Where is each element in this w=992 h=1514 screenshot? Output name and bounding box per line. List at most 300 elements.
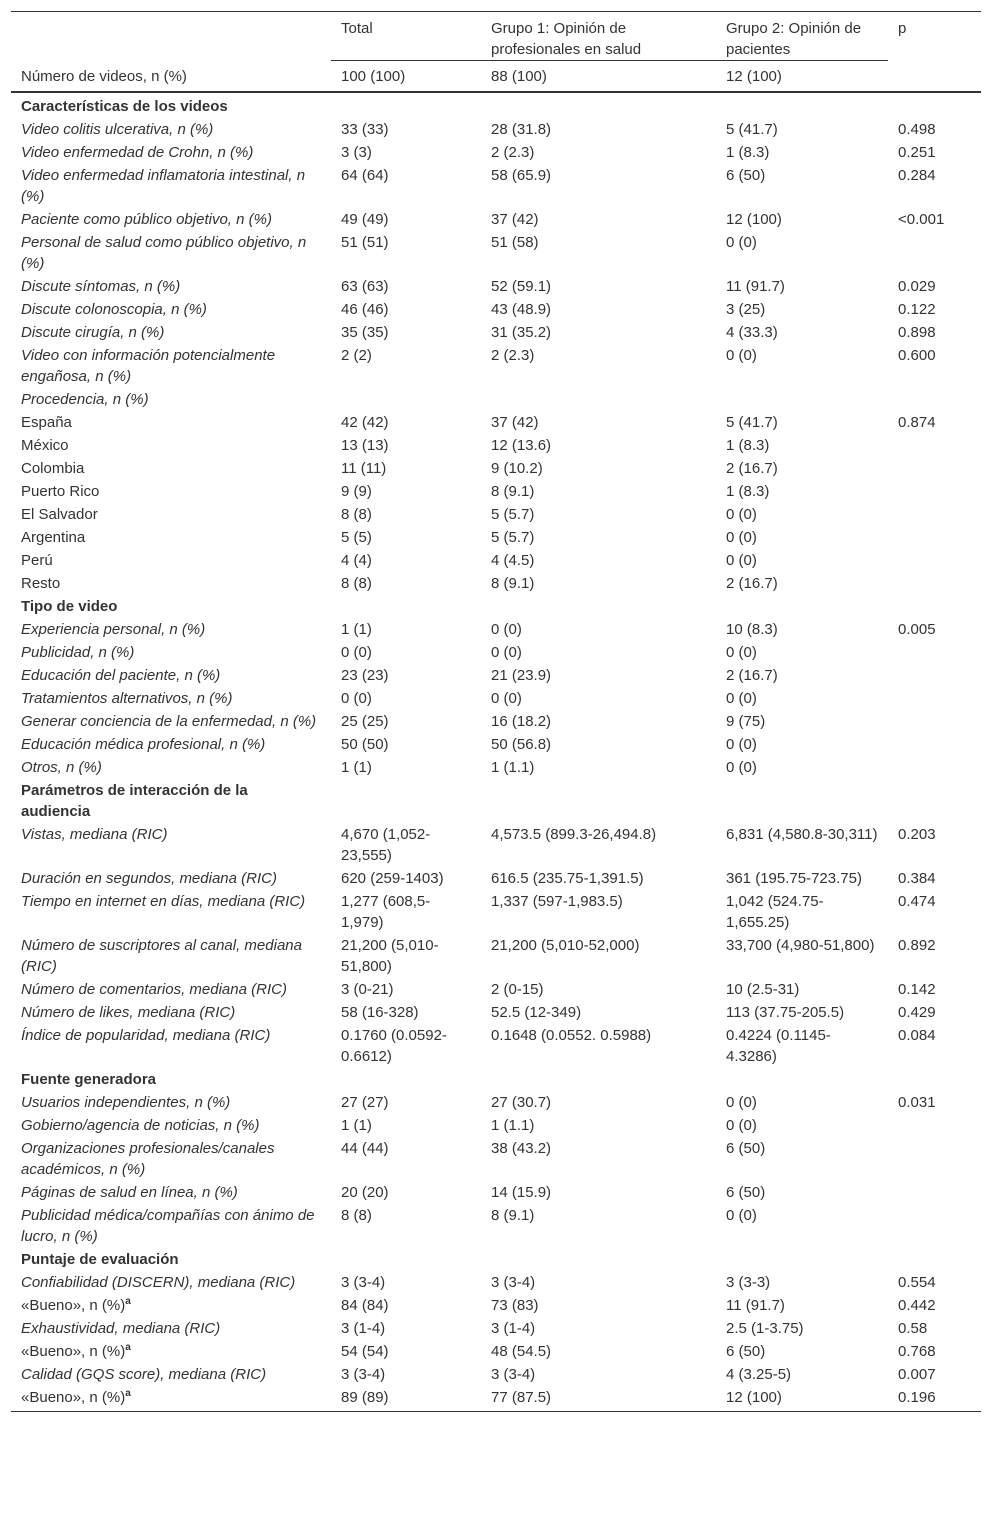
row-label [11,1181,331,1204]
row-label-text: Resto [21,575,61,592]
cell-g2: 6,831 (4,580.8-30,311) [726,826,878,843]
table-row [11,1181,981,1204]
table-row [11,572,981,595]
table-row [11,934,981,978]
row-label-text: «Bueno», n (%) [21,1297,126,1314]
row-label [11,664,331,687]
row-label-text: Colombia [21,460,85,477]
count-label: Número de videos, n (%) [11,61,331,93]
row-label-text: Personal de salud como público objetivo, n (%) [21,234,307,272]
cell-g1: 0 (0) [491,644,522,661]
cell-g1: 31 (35.2) [491,324,552,341]
cell-g2: 361 (195.75-723.75) [726,870,862,887]
cell-g2: 2 (16.7) [726,460,778,477]
cell-total: 50 (50) [341,736,389,753]
cell-g2: 9 (75) [726,713,766,730]
cell-p [888,231,981,275]
cell-p: 0.874 [898,414,936,431]
cell-g1: 0.1648 (0.0552. 0.5988) [491,1027,652,1044]
cell-total: 8 (8) [341,575,372,592]
row-label-text: Argentina [21,529,86,546]
row-label-text: España [21,414,72,431]
header-p: p [888,12,981,61]
row-label-text: Publicidad, n (%) [21,644,135,661]
cell-p: 0.251 [898,144,936,161]
row-label [11,1294,331,1317]
cell-g2: 3 (3-3) [726,1274,771,1291]
cell-g2: 33,700 (4,980-51,800) [726,937,875,954]
table-row [11,457,981,480]
row-label-text: México [21,437,69,454]
row-label [11,867,331,890]
cell-g2: 1 (8.3) [726,483,770,500]
cell-g1: 28 (31.8) [491,121,552,138]
cell-p [888,1137,981,1181]
cell-p [888,526,981,549]
cell-g2 [716,779,888,823]
row-label [11,118,331,141]
cell-total: 1 (1) [341,621,372,638]
row-label-text: Puntaje de evaluación [21,1251,179,1268]
row-label [11,1340,331,1363]
table-row [11,618,981,641]
cell-g2: 4 (33.3) [726,324,778,341]
row-label-text: Calidad (GQS score), mediana (RIC) [21,1366,267,1383]
header-group2: Grupo 2: Opinión de pacientes [716,12,888,61]
row-label [11,549,331,572]
section-row [11,1068,981,1091]
cell-p [888,92,981,118]
cell-p [888,641,981,664]
table-row [11,1001,981,1024]
cell-p: <0.001 [898,211,945,228]
cell-total: 46 (46) [341,301,389,318]
table-row [11,231,981,275]
cell-p [888,1114,981,1137]
table-body [11,92,981,1412]
row-label-text: «Bueno», n (%) [21,1343,126,1360]
cell-total: 3 (3) [341,144,372,161]
cell-total: 89 (89) [331,1386,481,1412]
row-label [11,733,331,756]
cell-g2: 10 (2.5-31) [726,981,800,998]
table-row [11,118,981,141]
table-row [11,1340,981,1363]
cell-p [888,1248,981,1271]
cell-g2: 2.5 (1-3.75) [726,1320,804,1337]
cell-total [331,388,481,411]
cell-total: 3 (3-4) [341,1366,386,1383]
table-row [11,344,981,388]
cell-g2 [716,1248,888,1271]
cell-g1: 38 (43.2) [491,1140,552,1157]
row-label [11,890,331,934]
cell-g2 [716,595,888,618]
cell-g2: 6 (50) [726,1343,766,1360]
cell-g1: 5 (5.7) [491,506,535,523]
cell-g2: 5 (41.7) [726,414,778,431]
cell-g1: 2 (2.3) [491,347,535,364]
cell-g1 [481,92,716,118]
row-label-text: Discute síntomas, n (%) [21,278,181,295]
row-label [11,1024,331,1068]
row-label-text: Video enfermedad inflamatoria intestinal, n (%) [21,167,306,205]
cell-g2: 0.4224 (0.1145-4.3286) [726,1027,831,1065]
row-label-text: Puerto Rico [21,483,100,500]
table-row [11,298,981,321]
cell-p [888,572,981,595]
cell-p [888,595,981,618]
table-row [11,1204,981,1248]
cell-p: 0.474 [898,893,936,910]
cell-total [331,1068,481,1091]
cell-total: 1,277 (608,5-1,979) [341,893,431,931]
cell-g2: 0 (0) [726,736,757,753]
row-label [11,978,331,1001]
row-label [11,687,331,710]
row-label [11,503,331,526]
cell-total: 5 (5) [341,529,372,546]
cell-total: 2 (2) [341,347,372,364]
cell-total: 3 (0-21) [341,981,394,998]
cell-g1: 52 (59.1) [491,278,552,295]
row-label [11,1317,331,1340]
cell-g1 [481,1068,716,1091]
cell-p [888,733,981,756]
table-row [11,687,981,710]
cell-p: 0.284 [898,167,936,184]
cell-total [331,595,481,618]
row-label-text: Paciente como público objetivo, n (%) [21,211,272,228]
table-row [11,480,981,503]
cell-total: 13 (13) [341,437,389,454]
cell-p [888,388,981,411]
cell-p [888,756,981,779]
cell-total: 0 (0) [341,690,372,707]
cell-g1: 1 (1.1) [491,1117,535,1134]
cell-g2: 11 (91.7) [726,1297,785,1314]
cell-g2: 2 (16.7) [726,575,778,592]
cell-p [888,457,981,480]
row-label-text: Educación del paciente, n (%) [21,667,221,684]
table-row [11,1091,981,1114]
cell-g2: 0 (0) [726,552,757,569]
row-label-text: Número de suscriptores al canal, mediana (RIC) [21,937,302,975]
cell-p [888,664,981,687]
cell-p: 0.442 [898,1297,936,1314]
row-label [11,823,331,867]
cell-p: 0.196 [888,1386,981,1412]
row-label-text: Fuente generadora [21,1071,157,1088]
section-row [11,779,981,823]
cell-p: 0.007 [898,1366,936,1383]
cell-p: 0.142 [898,981,936,998]
row-label [11,618,331,641]
row-label-text: Video con información potencialmente engañosa, n (%) [21,347,276,385]
cell-g1: 37 (42) [491,211,539,228]
cell-g1: 616.5 (235.75-1,391.5) [491,870,644,887]
cell-p: 0.429 [898,1004,936,1021]
cell-p [888,1204,981,1248]
cell-p [888,779,981,823]
cell-p: 0.122 [898,301,936,318]
table-row [11,1024,981,1068]
cell-total: 20 (20) [341,1184,389,1201]
cell-g2: 0 (0) [726,347,757,364]
cell-g1: 0 (0) [491,621,522,638]
row-label-text: Tiempo en internet en días, mediana (RIC) [21,893,306,910]
table-row [11,867,981,890]
cell-g2: 1 (8.3) [726,144,770,161]
cell-g2: 5 (41.7) [726,121,778,138]
cell-g1 [481,595,716,618]
cell-g2: 2 (16.7) [726,667,778,684]
row-label [11,141,331,164]
cell-total: 23 (23) [341,667,389,684]
cell-g1: 48 (54.5) [491,1343,552,1360]
cell-g1 [481,388,716,411]
table-row [11,733,981,756]
row-label [11,1386,331,1412]
cell-g2: 10 (8.3) [726,621,778,638]
row-label [11,1091,331,1114]
cell-g2: 0 (0) [726,1117,757,1134]
row-label [11,572,331,595]
row-label-text: Educación médica profesional, n (%) [21,736,266,753]
cell-total: 3 (3-4) [341,1274,386,1291]
row-label-text: Usuarios independientes, n (%) [21,1094,231,1111]
row-label [11,1271,331,1294]
cell-g2: 0 (0) [726,759,757,776]
cell-g1: 3 (1-4) [491,1320,536,1337]
header-empty-cell [11,12,331,61]
section-row [11,92,981,118]
cell-g1: 8 (9.1) [491,1207,535,1224]
cell-g1: 2 (0-15) [491,981,544,998]
table-row [11,321,981,344]
cell-total: 9 (9) [341,483,372,500]
table-row [11,275,981,298]
section-row [11,1248,981,1271]
cell-g2: 6 (50) [726,1140,766,1157]
cell-g2: 1,042 (524.75-1,655.25) [726,893,824,931]
row-label-text: Perú [21,552,53,569]
row-label-text: Índice de popularidad, mediana (RIC) [21,1027,271,1044]
cell-total: 1 (1) [341,759,372,776]
row-label-text: El Salvador [21,506,98,523]
cell-g1: 21,200 (5,010-52,000) [491,937,640,954]
row-label [11,411,331,434]
cell-g1: 50 (56.8) [491,736,552,753]
cell-p: 0.031 [898,1094,936,1111]
cell-total: 63 (63) [341,278,389,295]
cell-g1: 52.5 (12-349) [491,1004,582,1021]
section-title [11,779,331,823]
cell-total: 58 (16-328) [341,1004,419,1021]
cell-total: 4 (4) [341,552,372,569]
cell-g1: 3 (3-4) [491,1366,536,1383]
cell-p [888,549,981,572]
cell-g2: 0 (0) [726,644,757,661]
cell-g1: 37 (42) [491,414,539,431]
row-label [11,641,331,664]
cell-p [888,503,981,526]
header-group1: Grupo 1: Opinión de profesionales en salud [481,12,716,61]
table-row [11,1386,981,1412]
row-label [11,526,331,549]
table-row [11,1294,981,1317]
cell-g2: 6 (50) [726,167,766,184]
footnote-marker: a [125,1342,131,1353]
cell-p: 0.203 [898,826,936,843]
table-row [11,1137,981,1181]
row-label [11,298,331,321]
cell-g1: 43 (48.9) [491,301,552,318]
cell-p: 0.029 [898,278,936,295]
cell-p [888,710,981,733]
table-row [11,1114,981,1137]
cell-total [331,92,481,118]
section-title [11,595,331,618]
cell-total: 25 (25) [341,713,389,730]
results-table [11,11,981,1412]
cell-total: 8 (8) [341,1207,372,1224]
cell-total: 0 (0) [341,644,372,661]
cell-p [888,1181,981,1204]
cell-g2: 0 (0) [726,1094,757,1111]
cell-p: 0.58 [898,1320,928,1337]
cell-p [888,434,981,457]
cell-p: 0.384 [898,870,936,887]
cell-p: 0.600 [898,347,936,364]
row-label [11,344,331,388]
row-label-text: Páginas de salud en línea, n (%) [21,1184,238,1201]
row-label-text: Procedencia, n (%) [21,391,149,408]
count-group1: 88 (100) [481,61,716,93]
cell-g2: 3 (25) [726,301,766,318]
row-label [11,434,331,457]
cell-p: 0.892 [898,937,936,954]
cell-g1 [481,779,716,823]
row-label [11,164,331,208]
cell-total: 64 (64) [341,167,389,184]
cell-p: 0.084 [898,1027,936,1044]
cell-g2: 12 (100) [716,1386,888,1412]
cell-g1: 8 (9.1) [491,483,535,500]
cell-total: 1 (1) [341,1117,372,1134]
count-group2: 12 (100) [716,61,888,93]
cell-total: 27 (27) [341,1094,389,1111]
cell-g2: 6 (50) [726,1184,766,1201]
row-label-text: Discute cirugía, n (%) [21,324,165,341]
section-title [11,1068,331,1091]
table-row [11,710,981,733]
row-label [11,457,331,480]
table-row [11,664,981,687]
cell-g1: 4,573.5 (899.3-26,494.8) [491,826,657,843]
row-label [11,388,331,411]
cell-total: 49 (49) [341,211,389,228]
cell-g1: 14 (15.9) [491,1184,552,1201]
row-label [11,934,331,978]
cell-g2: 0 (0) [726,1207,757,1224]
cell-g1: 9 (10.2) [491,460,543,477]
row-label-text: Experiencia personal, n (%) [21,621,206,638]
row-label [11,756,331,779]
table-row [11,978,981,1001]
footnote-marker: a [125,1388,131,1399]
row-label [11,1137,331,1181]
cell-total [331,779,481,823]
cell-total: 33 (33) [341,121,389,138]
cell-g1 [481,1248,716,1271]
results-table-container [11,11,981,1412]
cell-g1: 73 (83) [491,1297,539,1314]
cell-g1: 1,337 (597-1,983.5) [491,893,623,910]
cell-total: 44 (44) [341,1140,389,1157]
row-label-text: Parámetros de interacción de la audiencia [21,782,248,820]
cell-total: 3 (1-4) [341,1320,386,1337]
cell-p: 0.005 [898,621,936,638]
section-row [11,595,981,618]
row-label-text: Tipo de video [21,598,118,615]
table-row [11,1317,981,1340]
cell-g1: 0 (0) [491,690,522,707]
row-label-text: Duración en segundos, mediana (RIC) [21,870,277,887]
row-label [11,1363,331,1386]
cell-total: 4,670 (1,052-23,555) [341,826,431,864]
cell-g1: 16 (18.2) [491,713,552,730]
cell-g2 [716,1068,888,1091]
table-row [11,1271,981,1294]
cell-total: 8 (8) [341,506,372,523]
row-label-text: Organizaciones profesionales/canales académicos, n (%) [21,1140,275,1178]
table-row [11,641,981,664]
footnote-marker: a [125,1296,131,1307]
cell-total: 11 (11) [341,460,387,477]
cell-g1: 2 (2.3) [491,144,535,161]
row-label-text: Publicidad médica/compañías con ánimo de lucro, n (%) [21,1207,315,1245]
cell-g1: 12 (13.6) [491,437,552,454]
row-label [11,1114,331,1137]
cell-p [888,1068,981,1091]
cell-total: 84 (84) [341,1297,389,1314]
table-row [11,503,981,526]
table-row [11,1363,981,1386]
cell-p: 0.898 [898,324,936,341]
table-row [11,756,981,779]
count-p [888,61,981,93]
cell-total: 620 (259-1403) [341,870,444,887]
row-label [11,1001,331,1024]
row-label-text: Gobierno/agencia de noticias, n (%) [21,1117,260,1134]
row-label-text: Confiabilidad (DISCERN), mediana (RIC) [21,1274,296,1291]
cell-total [331,1248,481,1271]
cell-p: 0.554 [898,1274,936,1291]
count-total: 100 (100) [331,61,481,93]
row-label [11,208,331,231]
cell-g1: 5 (5.7) [491,529,535,546]
cell-g1: 8 (9.1) [491,575,535,592]
row-label [11,231,331,275]
cell-g2: 0 (0) [726,529,757,546]
cell-p: 0.768 [898,1343,936,1360]
row-label [11,1204,331,1248]
row-label-text: Número de comentarios, mediana (RIC) [21,981,287,998]
cell-g2: 0 (0) [726,234,757,251]
cell-g1: 21 (23.9) [491,667,552,684]
cell-g2: 113 (37.75-205.5) [726,1004,845,1021]
